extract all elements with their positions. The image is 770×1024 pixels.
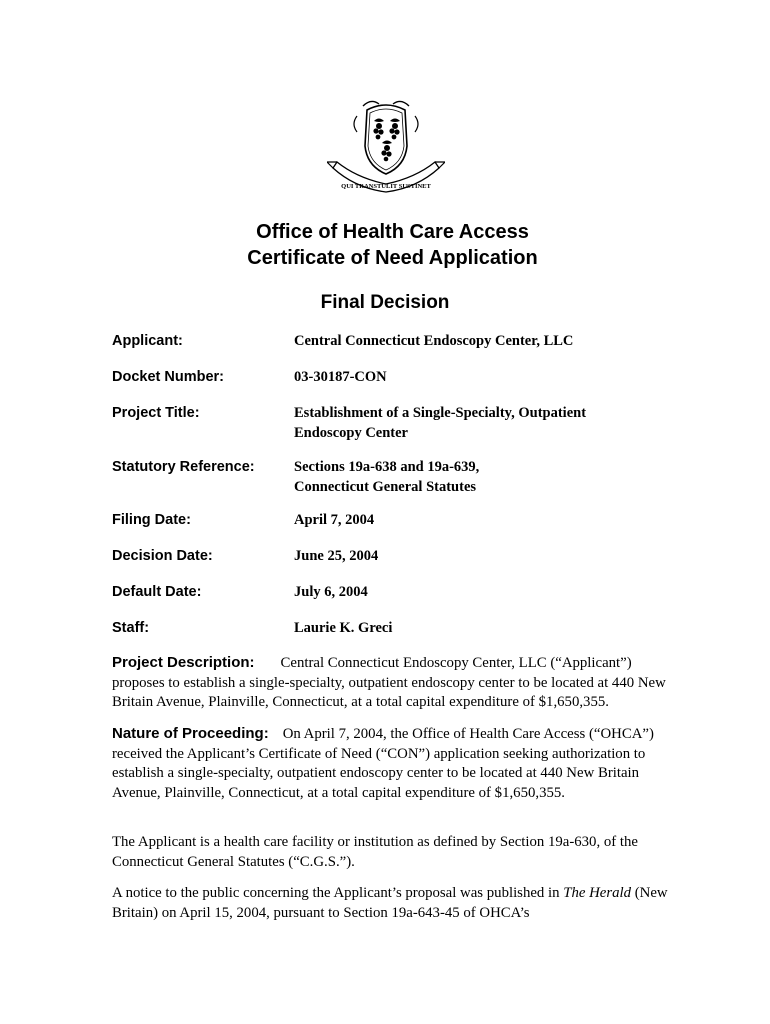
notice-text-after: (New Britain) on April 15, 2004, pursuant to Section 19a-643-45 of OHCA’s [112,885,668,921]
project-title-value [294,403,674,443]
document-title [0,219,770,271]
applicant-value: Central Connecticut Endoscopy Center, LLC [294,333,574,349]
staff-value: Laurie K. Greci [294,620,393,636]
decision-date-value: June 25, 2004 [294,548,379,564]
docket-label: Docket Number: [112,369,224,385]
decision-date-label: Decision Date: [112,548,213,564]
statutory-line-2: Connecticut General Statutes [294,479,477,495]
project-title-label: Project Title: [112,405,200,421]
filing-date-label: Filing Date: [112,512,191,528]
project-title-line-1: Establishment of a Single-Specialty, Outpatient [294,405,587,421]
project-title-line-2: Endoscopy Center [294,425,408,441]
project-description-lead: Project Description: [112,654,255,671]
project-description-paragraph [112,653,672,713]
final-decision-heading: Final Decision [320,292,450,313]
title-line-1: Office of Health Care Access [256,221,529,243]
default-date-value: July 6, 2004 [294,584,368,600]
document-subtitle [0,291,770,315]
facility-text: The Applicant is a health care facility or institution as defined by Section 19a-630, of the Connecticut General Statutes (“C.G.S.”). [112,834,638,870]
statutory-value [294,457,674,497]
title-line-2: Certificate of Need Application [247,247,538,269]
statutory-label: Statutory Reference: [112,459,255,475]
state-seal-icon [327,96,445,196]
nature-of-proceeding-paragraph [112,724,672,803]
svg-text:QUI TRANSTULIT SUSTINET: QUI TRANSTULIT SUSTINET [341,183,431,190]
nature-of-proceeding-text: On April 7, 2004, the Office of Health Care Access (“OHCA”) received the Applicant’s Certificate of Need (“CON”) application seeking authorization to establish a single-specialty, outpatient endoscopy center to be located at 440 New Britain Avenue, Plainville, Connecticut, at a total capital expenditure of $1,650,355. [112,726,654,801]
notice-paragraph [112,884,672,923]
default-date-label: Default Date: [112,584,202,600]
statutory-line-1: Sections 19a-638 and 19a-639, [294,459,480,475]
notice-text-before: A notice to the public concerning the Applicant’s proposal was published in [112,885,564,901]
docket-value: 03-30187-CON [294,369,387,385]
filing-date-value: April 7, 2004 [294,512,375,528]
applicant-label: Applicant: [112,333,183,349]
project-description-text: Central Connecticut Endoscopy Center, LLC (“Applicant”) proposes to establish a single-specialty, outpatient endoscopy center to be located at 440 New Britain Avenue, Plainville, Connecticut, at a total capital expenditure of $1,650,355. [112,655,666,710]
staff-label: Staff: [112,620,150,636]
nature-of-proceeding-lead: Nature of Proceeding: [112,725,269,742]
facility-paragraph [112,833,672,872]
notice-newspaper-name: The Herald [563,885,632,901]
